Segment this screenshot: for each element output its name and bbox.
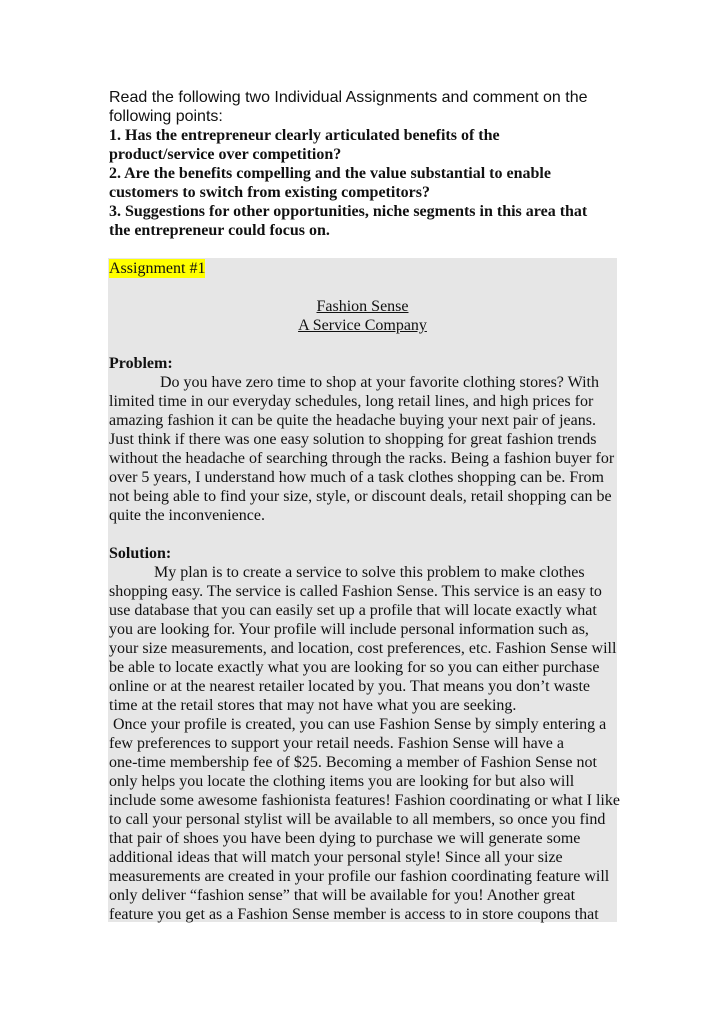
question-line: customers to switch from existing competitors? bbox=[109, 184, 430, 201]
solution-line: My plan is to create a service to solve this problem to make clothes bbox=[154, 564, 585, 581]
solution-line: measurements are created in your profile our fashion coordinating feature will bbox=[109, 868, 610, 885]
solution-line: use database that you can easily set up a profile that will locate exactly what bbox=[109, 602, 597, 619]
solution-line: your size measurements, and location, cost preferences, etc. Fashion Sense will bbox=[109, 640, 617, 657]
solution-line: be able to locate exactly what you are looking for so you can either purchase bbox=[109, 659, 600, 676]
solution-line: Once your profile is created, you can use Fashion Sense by simply entering a bbox=[113, 716, 607, 733]
solution-line: feature you get as a Fashion Sense member is access to in store coupons that bbox=[109, 906, 599, 923]
solution-line: that pair of shoes you have been dying to purchase we will generate some bbox=[109, 830, 581, 847]
question-line: 3. Suggestions for other opportunities, niche segments in this area that bbox=[109, 203, 588, 220]
solution-heading: Solution: bbox=[109, 545, 172, 562]
assignment-subtitle: A Service Company bbox=[298, 317, 427, 334]
problem-line: limited time in our everyday schedules, long retail lines, and high prices for bbox=[109, 393, 594, 410]
problem-line: over 5 years, I understand how much of a task clothes shopping can be. From bbox=[109, 469, 604, 486]
solution-line: only helps you locate the clothing items you are looking for but also will bbox=[109, 773, 575, 790]
solution-line: time at the retail stores that may not have what you are seeking. bbox=[109, 697, 517, 714]
question-line: product/service over competition? bbox=[109, 146, 342, 163]
assignment-label: Assignment #1 bbox=[109, 260, 206, 277]
question-line: 2. Are the benefits compelling and the value substantial to enable bbox=[109, 165, 551, 182]
instruction-line: following points: bbox=[109, 108, 223, 125]
solution-line: additional ideas that will match your personal style! Since all your size bbox=[109, 849, 563, 866]
solution-line: one-time membership fee of $25. Becoming a member of Fashion Sense not bbox=[109, 754, 597, 771]
solution-line: you are looking for. Your profile will include personal information such as, bbox=[109, 621, 589, 638]
instruction-line: Read the following two Individual Assignments and comment on the bbox=[109, 89, 588, 106]
problem-line: without the headache of searching through the racks. Being a fashion buyer for bbox=[109, 450, 615, 467]
problem-line: not being able to find your size, style, or discount deals, retail shopping can be bbox=[109, 488, 612, 505]
instructions bbox=[109, 88, 619, 240]
problem-line: Just think if there was one easy solution to shopping for great fashion trends bbox=[109, 431, 597, 448]
question-line: the entrepreneur could focus on. bbox=[109, 222, 330, 239]
solution-line: shopping easy. The service is called Fashion Sense. This service is an easy to bbox=[109, 583, 602, 600]
problem-heading: Problem: bbox=[109, 355, 173, 372]
problem-line: amazing fashion it can be quite the headache buying your next pair of jeans. bbox=[109, 412, 596, 429]
question-line: 1. Has the entrepreneur clearly articulated benefits of the bbox=[109, 127, 500, 144]
solution-line: online or at the nearest retailer located by you. That means you don’t waste bbox=[109, 678, 591, 695]
solution-line: include some awesome fashionista features! Fashion coordinating or what I like bbox=[109, 792, 620, 809]
solution-line: to call your personal stylist will be available to all members, so once you find bbox=[109, 811, 606, 828]
problem-line: quite the inconvenience. bbox=[109, 507, 265, 524]
assignment-title: Fashion Sense bbox=[316, 298, 409, 315]
solution-line: only deliver “fashion sense” that will be available for you! Another great bbox=[109, 887, 576, 904]
problem-line: Do you have zero time to shop at your favorite clothing stores? With bbox=[160, 374, 599, 391]
solution-line: few preferences to support your retail needs. Fashion Sense will have a bbox=[109, 735, 564, 752]
